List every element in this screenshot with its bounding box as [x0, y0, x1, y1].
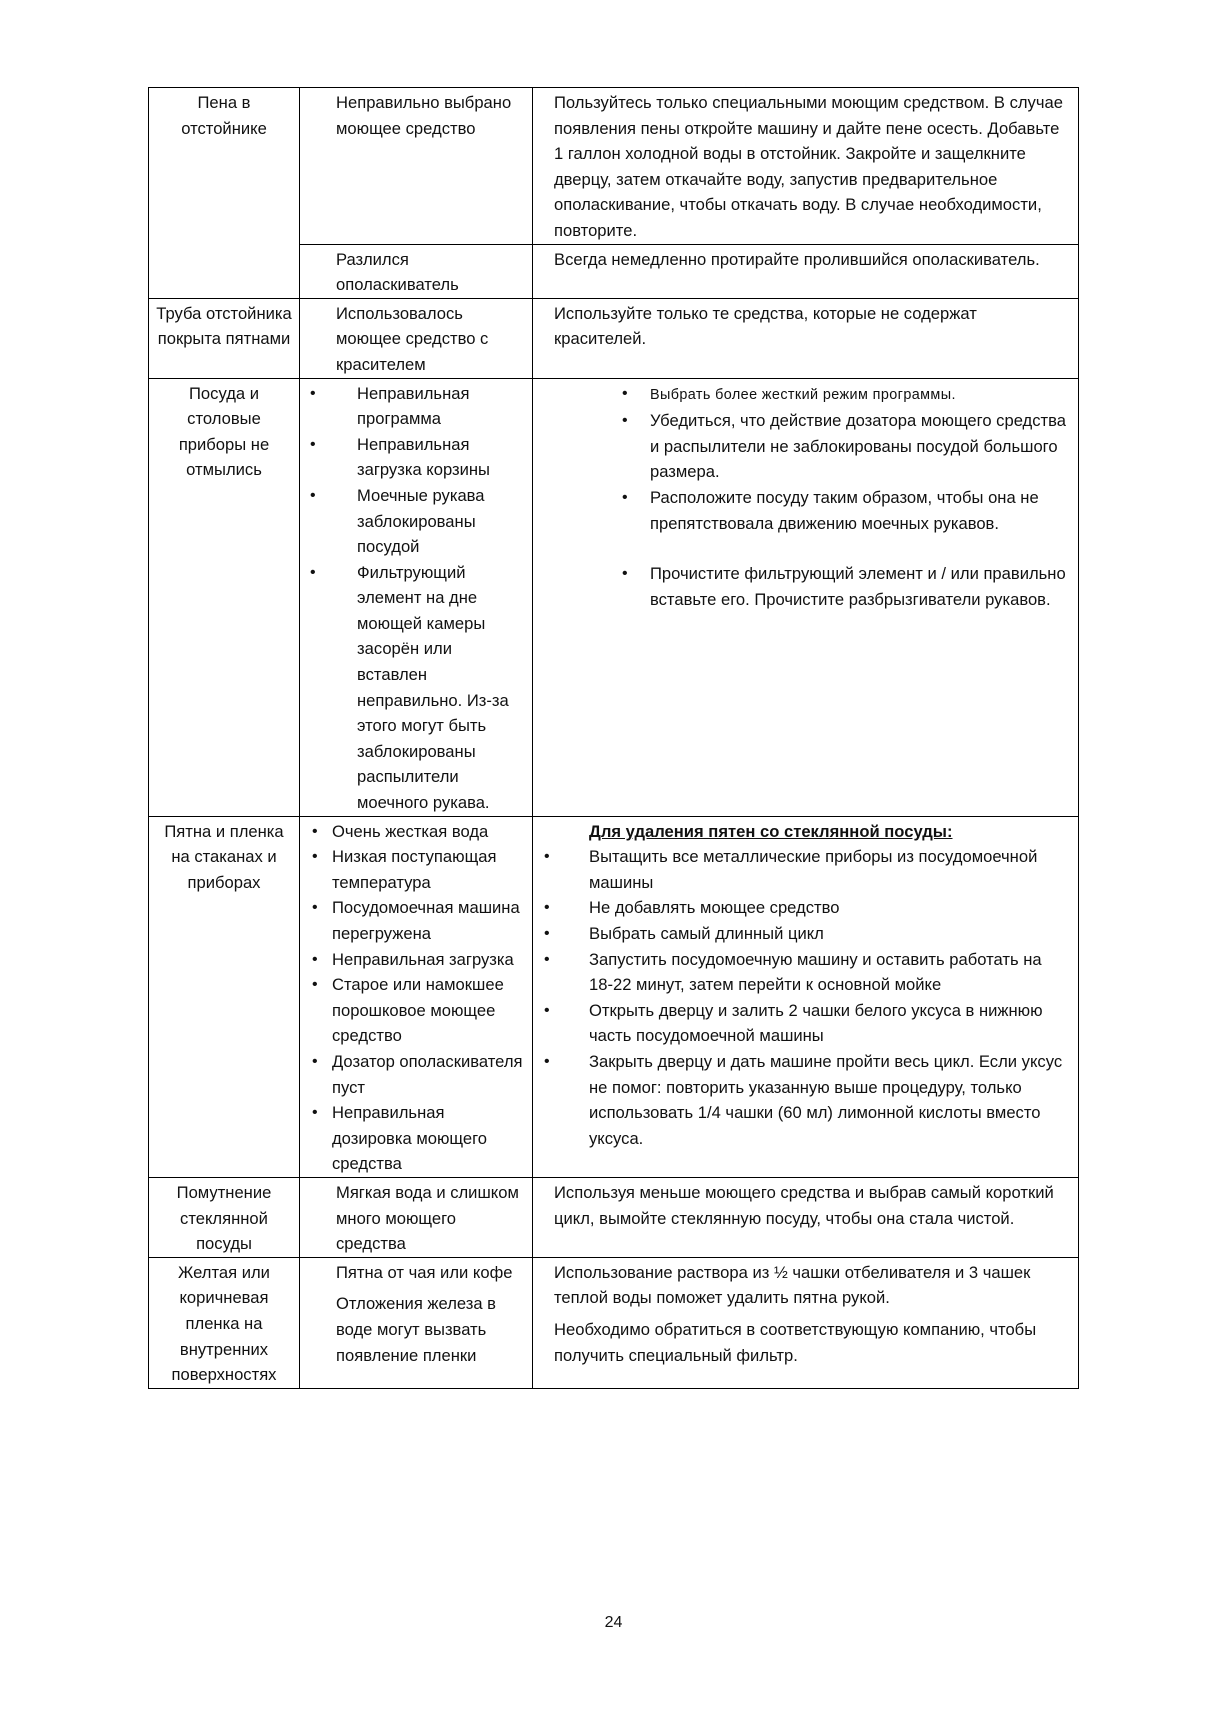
solution-text: Не добавлять моющее средство	[589, 898, 840, 918]
table-row	[149, 1177, 1079, 1257]
solution-text: Вытащить все металлические приборы из посудомоечной машины	[589, 847, 1038, 892]
list-item	[310, 560, 524, 816]
cause-text: Пятна от чая или кофе	[336, 1262, 513, 1282]
solution-cell	[533, 1257, 1079, 1388]
solution-text: Расположите посуду таким образом, чтобы она не препятствовала движению моечных рукавов.	[650, 487, 1039, 533]
cause-cell: Использовалось моющее средство с красителем	[300, 298, 533, 378]
bullet-icon: •	[544, 925, 550, 942]
solution-cell	[533, 378, 1079, 816]
solution-text: Убедиться, что действие дозатора моющего средства и распылители не заблокированы посудой большого размера.	[650, 411, 1066, 482]
table-row	[149, 88, 1079, 245]
list-item	[310, 819, 524, 845]
cause-cell	[300, 816, 533, 1177]
list-item	[310, 381, 524, 432]
page-number: 24	[604, 1614, 623, 1631]
bullet-icon: •	[622, 565, 628, 583]
bullet-icon: •	[310, 384, 316, 402]
table-row	[149, 1257, 1079, 1388]
list-item	[310, 1100, 524, 1177]
bullet-icon: •	[312, 976, 318, 994]
cause-text: Отложения железа в воде могут вызвать появление пленки	[336, 1294, 496, 1365]
table-row	[149, 298, 1079, 378]
bullet-icon: •	[312, 822, 318, 840]
cause-text: Старое или намокшее порошковое моющее средство	[332, 975, 504, 1046]
solution-text: Выбрать самый длинный цикл	[589, 924, 824, 943]
list-item	[554, 561, 1070, 612]
troubleshooting-table	[148, 87, 1079, 1389]
bullet-icon: •	[544, 899, 550, 917]
solution-heading: Для удаления пятен со стеклянной посуды:	[589, 821, 953, 841]
problem-cell	[149, 244, 300, 298]
solution-cell: Используйте только те средства, которые не содержат красителей.	[533, 298, 1079, 378]
list-item	[541, 947, 1070, 998]
cause-text: Неправильная дозировка моющего средства	[332, 1103, 488, 1174]
bullet-icon: •	[310, 486, 316, 504]
cause-list	[310, 381, 524, 816]
solution-cell: Пользуйтесь только специальными моющим средством. В случае появления пены откройте машину и дайте пене осесть. Добавьте 1 галлон холодной воды в отстойник. Закройте и защелкните дверцу, затем откачайте воду, запустив предварительное ополаскивание, чтобы откачать воду. В случае необходимости, повторите.	[533, 88, 1079, 245]
solution-cell: Используя меньше моющего средства и выбрав самый короткий цикл, вымойте стеклянную посуду, чтобы она стала чистой.	[533, 1177, 1079, 1257]
solution-text: Использование раствора из ½ чашки отбеливателя и 3 чашек теплой воды поможет удалить пятна рукой.	[554, 1262, 1031, 1308]
cause-text: Моечные рукава заблокированы посудой	[357, 485, 485, 557]
problem-cell	[149, 378, 300, 816]
cause-text: Низкая поступающая температура	[332, 847, 497, 892]
solution-list	[541, 844, 1070, 1151]
bullet-icon: •	[310, 563, 316, 581]
bullet-icon: •	[312, 899, 318, 917]
solution-cell	[533, 816, 1079, 1177]
bullet-icon: •	[312, 848, 318, 866]
solution-list	[554, 381, 1070, 613]
bullet-icon: •	[312, 1052, 318, 1070]
list-item	[310, 947, 524, 973]
cause-text: Неправильная загрузка корзины	[357, 434, 490, 480]
cause-text: Посудомоечная машина перегружена	[332, 898, 520, 943]
cause-cell	[300, 378, 533, 816]
list-item	[554, 485, 1070, 536]
solution-text: Необходимо обратиться в соответствующую компанию, чтобы получить специальный фильтр.	[554, 1319, 1037, 1365]
list-item	[554, 381, 1070, 409]
problem-cell: Пена в отстойнике	[149, 88, 300, 245]
cause-text: Неправильная загрузка	[332, 949, 514, 969]
list-item	[310, 432, 524, 483]
problem-cell: Желтая или коричневая пленка на внутренних поверхностях	[149, 1257, 300, 1388]
cause-text: Дозатор ополаскивателя пуст	[332, 1051, 523, 1097]
solution-text: Выбрать более жесткий режим программы.	[650, 386, 956, 403]
problem-cell: Труба отстойника покрыта пятнами	[149, 298, 300, 378]
problem-text: Посуда и столовые приборы не отмылись	[178, 383, 270, 480]
solution-text: Открыть дверцу и залить 2 чашки белого уксуса в нижнюю часть посудомоечной машины	[589, 1000, 1043, 1046]
table-row	[149, 816, 1079, 1177]
cause-list	[310, 819, 524, 1177]
bullet-icon: •	[622, 488, 628, 506]
bullet-icon: •	[544, 1052, 550, 1070]
list-item	[310, 1049, 524, 1100]
list-item	[310, 483, 524, 560]
solution-text: Прочистите фильтрующий элемент и / или правильно вставьте его. Прочистите разбрызгиватели рукавов.	[650, 564, 1066, 609]
cause-cell: Мягкая вода и слишком много моющего средства	[300, 1177, 533, 1257]
list-spacer	[554, 536, 1070, 561]
list-item	[541, 998, 1070, 1049]
list-item	[541, 921, 1070, 947]
cause-text: Фильтрующий элемент на дне моющей камеры засорён или вставлен неправильно. Из-за этого могут быть заблокированы распылители моечного рукава.	[357, 562, 509, 813]
bullet-icon: •	[544, 848, 550, 866]
problem-cell: Пятна и пленка на стаканах и приборах	[149, 816, 300, 1177]
bullet-icon: •	[622, 384, 628, 402]
bullet-icon: •	[310, 435, 316, 453]
list-item	[554, 408, 1070, 485]
table-row	[149, 244, 1079, 298]
bullet-icon: •	[544, 950, 550, 968]
solution-text: Запустить посудомоечную машину и оставить работать на 18-22 минут, затем перейти к основной мойке	[589, 949, 1042, 995]
list-item	[541, 1049, 1070, 1151]
cause-cell: Разлился ополаскиватель	[300, 244, 533, 298]
list-item	[541, 895, 1070, 921]
bullet-icon: •	[312, 950, 318, 968]
bullet-icon: •	[622, 412, 628, 430]
list-item	[310, 895, 524, 946]
bullet-icon: •	[544, 1001, 550, 1019]
list-item	[310, 844, 524, 895]
bullet-icon: •	[312, 1104, 318, 1122]
problem-cell: Помутнение стеклянной посуды	[149, 1177, 300, 1257]
list-item	[541, 844, 1070, 895]
solution-cell: Всегда немедленно протирайте пролившийся ополаскиватель.	[533, 244, 1079, 298]
table-row	[149, 378, 1079, 816]
list-item	[310, 972, 524, 1049]
cause-text: Очень жесткая вода	[332, 821, 489, 841]
cause-cell: Неправильно выбрано моющее средство	[300, 88, 533, 245]
cause-text: Неправильная программа	[357, 383, 470, 429]
cause-cell	[300, 1257, 533, 1388]
solution-text: Закрыть дверцу и дать машине пройти весь цикл. Если уксус не помог: повторить указанную выше процедуру, только использовать 1/4 чашки (60 мл) лимонной кислоты вместо уксуса.	[589, 1051, 1063, 1148]
